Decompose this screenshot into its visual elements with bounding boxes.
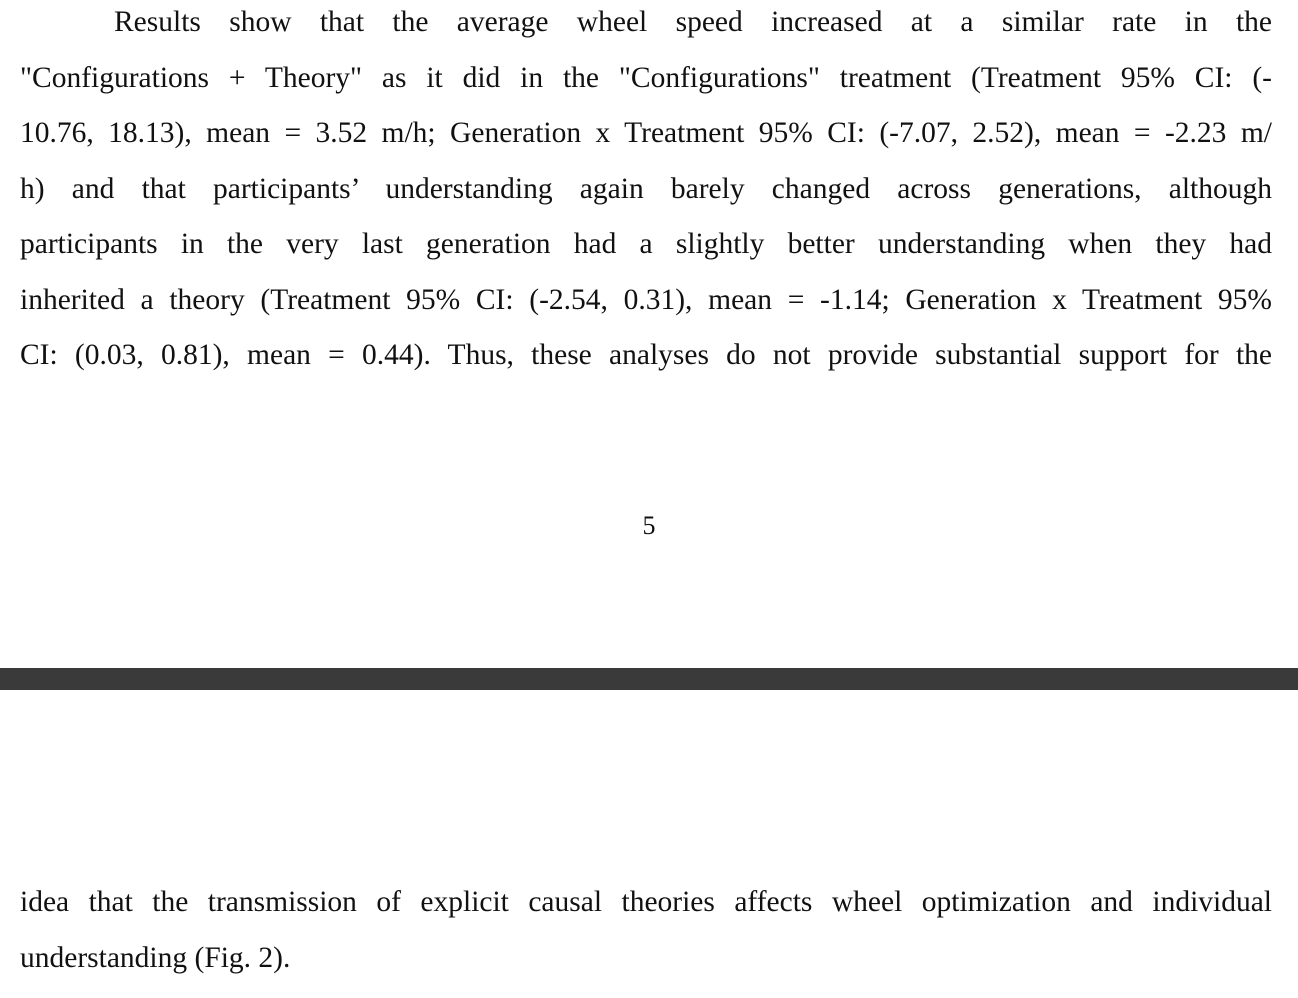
paragraph-line: understanding (Fig. 2). (20, 941, 291, 974)
results-paragraph (20, 0, 1272, 384)
paragraph-line: inherited a theory (Treatment 95% CI: (-2.54, 0.31), mean = -1.14; Generation x Treatment 95% (20, 283, 1272, 316)
paragraph-line: idea that the transmission of explicit causal theories affects wheel optimization and individual (20, 886, 1272, 918)
paragraph-line: "Configurations + Theory" as it did in the "Configurations" treatment (Treatment 95% CI: (- (20, 61, 1272, 94)
continued-paragraph (20, 875, 1272, 986)
page-break-divider (0, 668, 1298, 690)
paragraph-line: Results show that the average wheel speed increased at a similar rate in the (114, 6, 1272, 38)
page-number: 5 (642, 511, 656, 540)
paragraph-line: CI: (0.03, 0.81), mean = 0.44). Thus, these analyses do not provide substantial support for the (20, 339, 1272, 371)
paragraph-line: participants in the very last generation had a slightly better understanding when they had (20, 228, 1272, 260)
paragraph-line: 10.76, 18.13), mean = 3.52 m/h; Generation x Treatment 95% CI: (-7.07, 2.52), mean = -2.23 m/ (20, 117, 1272, 149)
paragraph-line: h) and that participants’ understanding again barely changed across generations, although (20, 172, 1272, 205)
